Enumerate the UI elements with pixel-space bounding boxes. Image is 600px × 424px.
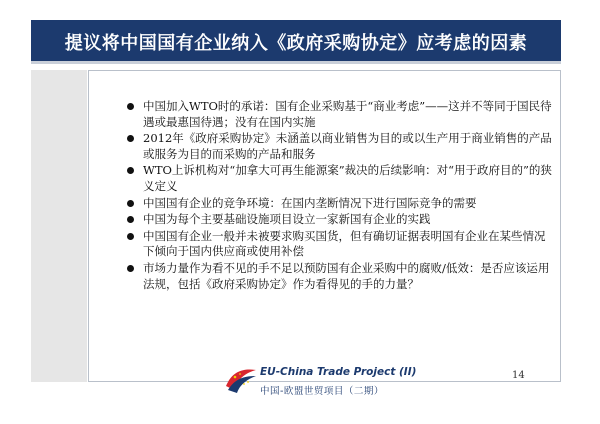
bullet-icon [127,233,134,240]
bullet-icon [127,167,134,174]
bullet-item [125,212,553,228]
slide-title: 提议将中国国有企业纳入《政府采购协定》应考虑的因素 [64,33,528,54]
bullet-text: 中国国有企业一般并未被要求购买国货，但有确切证据表明国有企业在某些情况下倾向于国内供应商或使用补偿 [143,228,546,259]
bullet-item [125,261,553,292]
bullet-icon [127,135,134,142]
bullet-text: 中国国有企业的竞争环境：在国内垄断情况下进行国际竞争的需要 [143,195,477,210]
left-decorative-stripe [31,70,87,382]
bullet-item [125,229,553,260]
bullet-icon [127,103,134,110]
bullet-text: 市场力量作为看不见的手不足以预防国有企业采购中的腐败/低效：是否应该运用法规，包括《政府采购协定》作为看得见的手的力量？ [143,260,550,291]
bullet-list [125,99,553,293]
bullet-text: 中国为每个主要基础设施项目设立一家新国有企业的实践 [143,212,431,227]
bullet-item [125,163,553,194]
flag-swoosh-icon [224,364,258,394]
logo-text-en: EU-China Trade Project (II) [260,366,417,378]
logo-text-zh: 中国-欧盟世贸项目（二期） [260,386,384,397]
bullet-text: 2012年《政府采购协定》未涵盖以商业销售为目的或以生产用于商业销售的产品或服务为目的而采购的产品和服务 [143,131,552,161]
slide-title-bar [31,20,561,64]
bullet-item [125,131,553,162]
bullet-text: WTO上诉机构对“加拿大可再生能源案”裁决的后续影响：对“用于政府目的”的狭义定义 [143,163,552,193]
bullet-item [125,196,553,212]
bullet-icon [127,265,134,272]
bullet-text: 中国加入WTO时的承诺：国有企业采购基于“商业考虑”——这并不等同于国民待遇或最惠国待遇；没有在国内实施 [143,99,552,129]
eu-china-logo [224,364,417,398]
bullet-icon [127,216,134,223]
bullet-item [125,99,553,130]
page-number: 14 [512,370,525,381]
bullet-icon [127,200,134,207]
